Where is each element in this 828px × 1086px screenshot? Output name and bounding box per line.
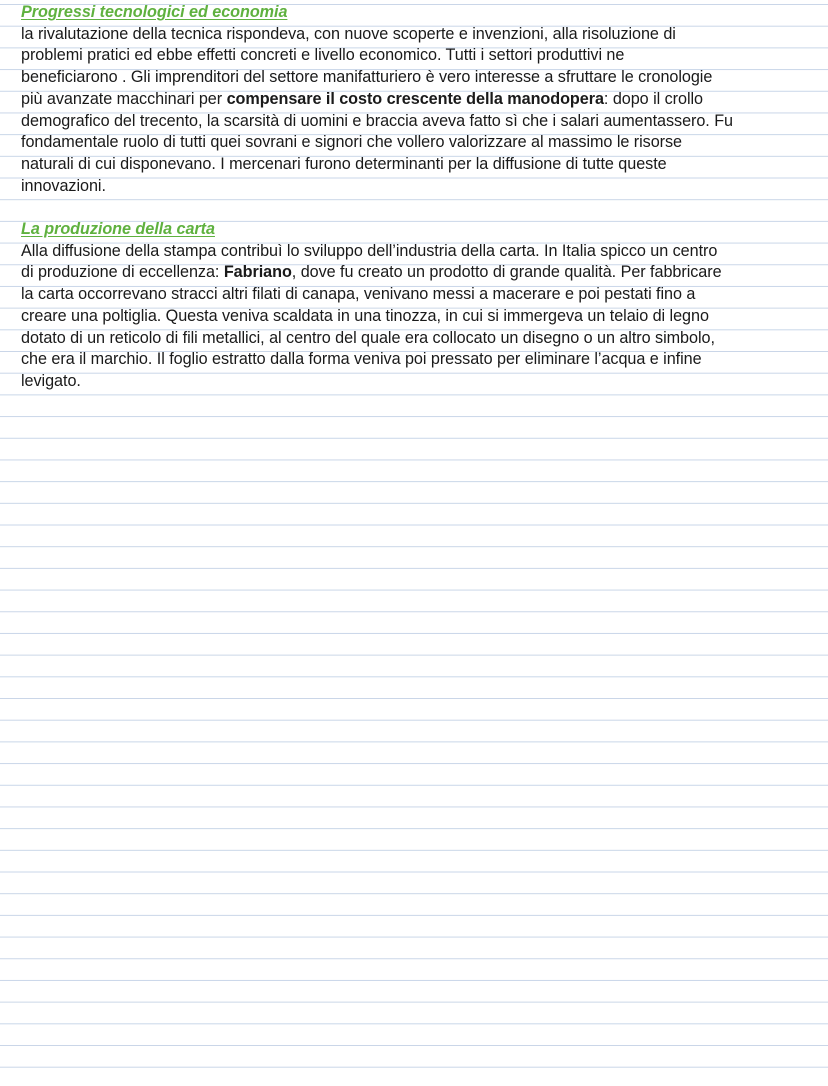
text-line: innovazioni.	[21, 176, 106, 195]
text-line: beneficiarono . Gli imprenditori del settore manifatturiero è vero interesse a sfruttare le cronologie	[21, 68, 713, 87]
text-line: dotato di un reticolo di fili metallici, al centro del quale era collocato un disegno o un altro simbolo,	[21, 328, 715, 347]
paragraph-progress	[21, 24, 811, 198]
text-line: la rivalutazione della tecnica rispondeva, con nuove scoperte e invenzioni, alla risoluzione di	[21, 24, 676, 43]
text-line: di produzione di eccellenza: Fabriano, dove fu creato un prodotto di grande qualità. Per fabbricare	[21, 263, 722, 282]
section-title-paper: La produzione della carta	[21, 220, 215, 239]
text-line: demografico del trecento, la scarsità di uomini e braccia aveva fatto sì che i salari aumentassero. Fu	[21, 111, 733, 130]
text-line: naturali di cui disponevano. I mercenari furono determinanti per la diffusione di tutte queste	[21, 154, 667, 173]
text-line: che era il marchio. Il foglio estratto dalla forma veniva poi pressato per eliminare l’acqua e infine	[21, 350, 702, 369]
text-line: creare una poltiglia. Questa veniva scaldata in una tinozza, in cui si immergeva un telaio di legno	[21, 306, 709, 325]
text-line: più avanzate macchinari per compensare il costo crescente della manodopera: dopo il crollo	[21, 89, 703, 108]
paragraph-paper	[21, 241, 811, 393]
text-line: fondamentale ruolo di tutti quei sovrani e signori che vollero valorizzare al massimo le risorse	[21, 133, 682, 152]
text-line: Alla diffusione della stampa contribuì lo sviluppo dell’industria della carta. In Italia spicco un centro	[21, 241, 718, 260]
text-line: problemi pratici ed ebbe effetti concreti e livello economico. Tutti i settori produttivi ne	[21, 46, 625, 65]
document-body	[21, 2, 811, 393]
section-title-progress: Progressi tecnologici ed economia	[21, 3, 288, 21]
bold-word-fabriano: Fabriano	[223, 263, 292, 282]
text-line: levigato.	[21, 371, 81, 390]
bold-phrase-manodopera: compensare il costo crescente della manodopera	[226, 89, 604, 108]
text-line: la carta occorrevano stracci altri filati di canapa, venivano messi a macerare e poi pestati fino a	[21, 285, 696, 304]
blank-line	[21, 197, 811, 219]
